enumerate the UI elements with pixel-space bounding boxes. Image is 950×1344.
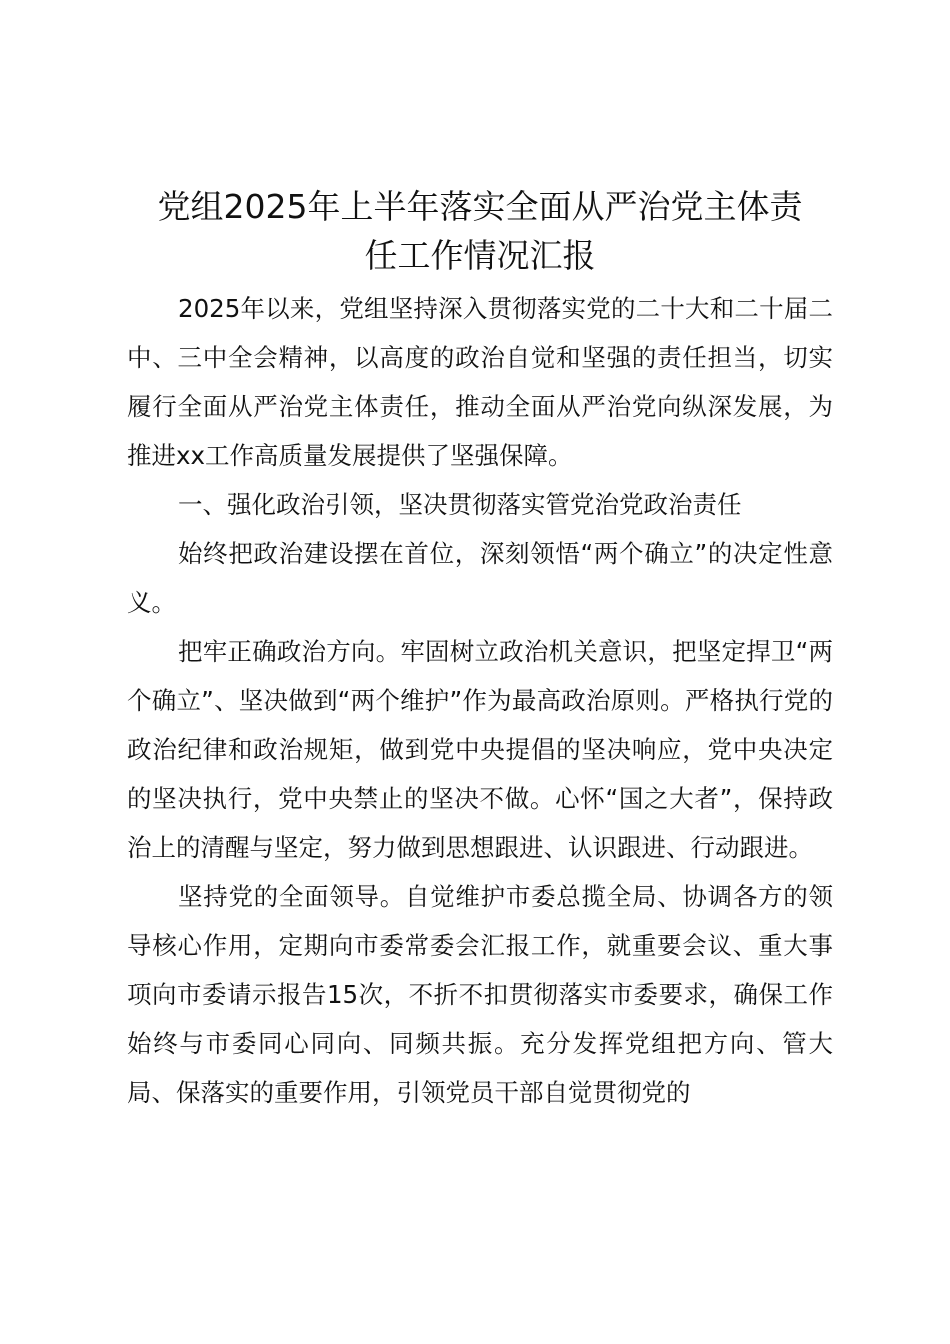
political-direction-paragraph: 把牢正确政治方向。牢固树立政治机关意识，把坚定捍卫“两个确立”、坚决做到“两个维护”作为最高政治原则。严格执行党的政治纪律和政治规矩，做到党中央提倡的坚决响应，党中央决定的坚决执行，党中央禁止的坚决不做。心怀“国之大者”，保持政治上的清醒与坚定，努力做到思想跟进、认识跟进、行动跟进。 — [127, 637, 833, 862]
title-line-1: 党组2025年上半年落实全面从严治党主体责 — [157, 187, 803, 226]
section-1-lead-paragraph: 始终把政治建设摆在首位，深刻领悟“两个确立”的决定性意义。 — [127, 539, 833, 617]
title-line-2: 任工作情况汇报 — [364, 236, 596, 275]
intro-paragraph: 2025年以来，党组坚持深入贯彻落实党的二十大和二十届二中、三中全会精神，以高度的政治自觉和坚强的责任担当，切实履行全面从严治党主体责任，推动全面从严治党向纵深发展，为推进xx工作高质量发展提供了坚强保障。 — [127, 294, 833, 470]
section-1-heading: 一、强化政治引领，坚决贯彻落实管党治党政治责任 — [178, 490, 742, 519]
document-body — [127, 284, 833, 1117]
party-leadership-paragraph: 坚持党的全面领导。自觉维护市委总揽全局、协调各方的领导核心作用，定期向市委常委会汇报工作，就重要会议、重大事项向市委请示报告15次，不折不扣贯彻落实市委要求，确保工作始终与市委同心同向、同频共振。充分发挥党组把方向、管大局、保落实的重要作用，引领党员干部自觉贯彻党的 — [127, 882, 833, 1107]
document-title — [120, 182, 840, 280]
